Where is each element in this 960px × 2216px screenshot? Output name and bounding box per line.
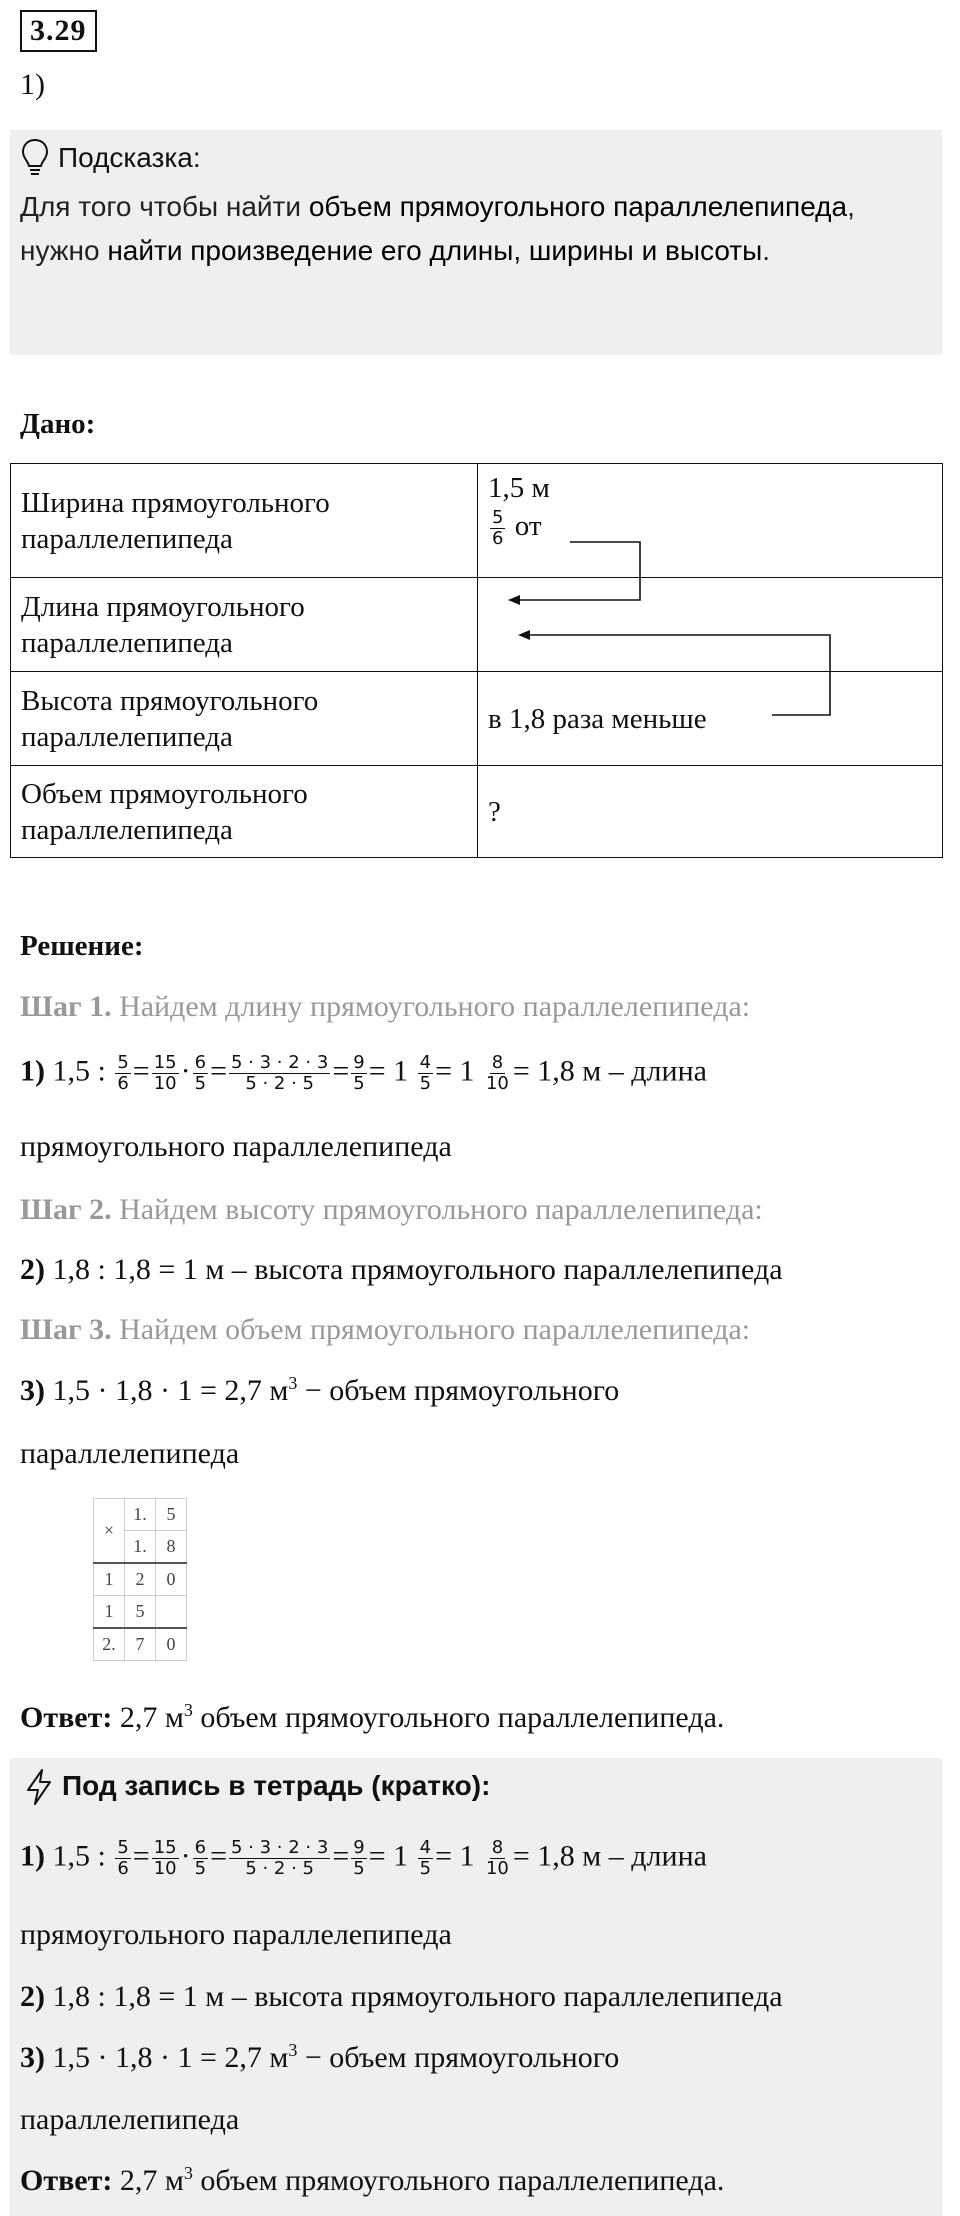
- equation-3-cont: параллелепипеда: [20, 2103, 240, 2136]
- from-word: от: [514, 510, 542, 543]
- answer-label: Ответ:: [20, 2164, 113, 2197]
- step-2: [20, 1193, 763, 1227]
- eq-text: = 1,8 м – длина: [512, 1054, 707, 1088]
- answer-text: объем прямоугольного параллелепипеда.: [192, 2164, 725, 2197]
- equation-1: 1) 1,5 : $\frac{5}{6}$ = $\frac{15}{10}$ · $\frac{6}{5}$ = $\frac{5 \cdot 3 \cdot 2 \cdot 3}{5 \cdot 2 \cdot 5}$ = $\frac{9}{5}$ = 1 $\frac{4}{5}$ = 1 $\frac{8}{10}$ = 1,8 м – длина: [20, 1052, 707, 1094]
- given-row-value: в 1,8 раза меньше: [478, 672, 943, 766]
- frac-denominator: 5: [353, 1073, 365, 1094]
- frac-numerator: 5: [117, 1837, 129, 1858]
- eq-text: = 1,8 м – длина: [512, 1839, 707, 1873]
- fraction: [418, 1838, 433, 1879]
- digit-cell: 1.: [125, 1531, 156, 1564]
- frac-numerator: 5: [492, 507, 504, 528]
- equation-3-cont: параллелепипеда: [20, 1437, 240, 1470]
- part-label: 1): [20, 68, 45, 101]
- frac-denominator: 6: [492, 528, 504, 549]
- answer: [20, 2163, 724, 2198]
- answer-label: Ответ:: [20, 1701, 113, 1734]
- fraction: [193, 1838, 208, 1879]
- equation-number: 2): [20, 1980, 45, 2013]
- fraction: [152, 1838, 179, 1879]
- given-row-label: Длина прямоугольного параллелепипеда: [11, 578, 478, 672]
- superscript: 3: [183, 1700, 193, 1720]
- frac-numerator: 4: [419, 1837, 432, 1858]
- eq-text: 1,5 :: [52, 1054, 106, 1088]
- frac-numerator: 5: [117, 1052, 129, 1073]
- equation-number: 1): [20, 1054, 45, 1088]
- arrow-head: [508, 595, 520, 605]
- equation-number: 1): [20, 1839, 45, 1873]
- equation-number: 3): [20, 2041, 45, 2074]
- equation-3: [20, 1373, 619, 1408]
- frac-denominator: 5: [194, 1858, 207, 1879]
- frac-numerator: 5 · 3 · 2 · 3: [231, 1837, 329, 1858]
- solution-title: Решение:: [20, 930, 144, 962]
- digit-cell: 5: [125, 1596, 156, 1629]
- digit-cell: 5: [156, 1499, 187, 1531]
- given-row-label: Объем прямоугольного параллелепипеда: [11, 766, 478, 858]
- digit-cell: 8: [156, 1531, 187, 1564]
- eq-text: 1,5 :: [52, 1839, 106, 1873]
- lightning-icon: [24, 1768, 54, 1806]
- notes-box: [10, 1758, 942, 2216]
- equation-number: 3): [20, 1374, 45, 1407]
- eq-text: − объем прямоугольного: [297, 2041, 620, 2074]
- digit-cell: [156, 1596, 187, 1629]
- column-multiplication: [93, 1498, 187, 1661]
- step-3: [20, 1313, 750, 1347]
- answer-text: объем прямоугольного параллелепипеда.: [192, 1701, 725, 1734]
- digit-cell: 1.: [125, 1499, 156, 1531]
- fraction: [418, 1053, 433, 1094]
- frac-numerator: 8: [491, 1052, 504, 1073]
- equation-3: [20, 2040, 619, 2075]
- superscript: 3: [288, 1373, 298, 1393]
- fraction: [193, 1053, 208, 1094]
- frac-numerator: 15: [153, 1837, 177, 1858]
- frac-denominator: 10: [153, 1073, 177, 1094]
- width-value: 1,5 м: [488, 472, 550, 504]
- frac-numerator: 6: [194, 1837, 207, 1858]
- frac-numerator: 9: [353, 1052, 365, 1073]
- frac-denominator: 10: [485, 1858, 509, 1879]
- arrow-head: [518, 630, 530, 640]
- equation-number: 2): [20, 1253, 45, 1286]
- answer-text: 2,7 м: [112, 2164, 184, 2197]
- frac-numerator: 5 · 3 · 2 · 3: [231, 1052, 329, 1073]
- eq-text: 1,8 : 1,8 = 1 м – высота прямоугольного параллелепипеда: [45, 1980, 783, 2013]
- step-label: Шаг 1.: [20, 990, 112, 1023]
- frac-denominator: 5 · 2 · 5: [245, 1858, 314, 1879]
- step-1: [20, 990, 750, 1024]
- equation-1-cont: прямоугольного параллелепипеда: [20, 1130, 452, 1163]
- digit-cell: 0: [156, 1563, 187, 1596]
- frac-numerator: 9: [353, 1837, 365, 1858]
- eq-text: 1,8 : 1,8 = 1 м – высота прямоугольного параллелепипеда: [45, 1253, 783, 1286]
- frac-denominator: 5: [194, 1073, 207, 1094]
- eq-text: 1,5 · 1,8 · 1 = 2,7 м: [45, 1374, 289, 1407]
- fraction: [152, 1053, 179, 1094]
- frac-denominator: 5 · 2 · 5: [245, 1073, 314, 1094]
- frac-denominator: 5: [353, 1858, 365, 1879]
- equation-2: [20, 1253, 783, 1287]
- frac-numerator: 8: [491, 1837, 504, 1858]
- answer-text: 2,7 м: [112, 1701, 184, 1734]
- notes-title: Под запись в тетрадь (кратко):: [62, 1770, 491, 1801]
- hint-title: Подсказка:: [58, 142, 201, 173]
- mixed-whole: 1: [459, 1054, 475, 1088]
- given-row-label: Ширина прямоугольного параллелепипеда: [11, 464, 478, 578]
- eq-text: 1,5 · 1,8 · 1 = 2,7 м: [45, 2041, 289, 2074]
- frac-denominator: 5: [419, 1073, 432, 1094]
- problem-number: 3.29: [20, 10, 97, 52]
- digit-cell: 2.: [94, 1628, 125, 1661]
- eq-text: − объем прямоугольного: [297, 1374, 620, 1407]
- answer: [20, 1700, 724, 1735]
- frac-numerator: 4: [419, 1052, 432, 1073]
- frac-denominator: 10: [485, 1073, 509, 1094]
- digit-cell: 2: [125, 1563, 156, 1596]
- frac-denominator: 6: [117, 1858, 129, 1879]
- digit-cell: 1: [94, 1596, 125, 1629]
- mixed-whole: 1: [393, 1054, 409, 1088]
- hint-text-bold: найти произведение его длины, ширины и высоты: [107, 235, 763, 266]
- hint-text-part: Для того чтобы найти: [20, 191, 309, 222]
- fraction: [229, 1053, 330, 1094]
- given-row-value: ?: [478, 766, 943, 858]
- hint-text-part: .: [762, 235, 771, 266]
- step-label: Шаг 2.: [20, 1193, 112, 1226]
- given-row-label: Высота прямоугольного параллелепипеда: [11, 672, 478, 766]
- fraction: [229, 1838, 330, 1879]
- equation-1: 1) 1,5 : $\frac{5}{6}$ = $\frac{15}{10}$ · $\frac{6}{5}$ = $\frac{5 \cdot 3 \cdot 2 \cdot 3}{5 \cdot 2 \cdot 5}$ = $\frac{9}{5}$ = 1 $\frac{4}{5}$ = 1 $\frac{8}{10}$ = 1,8 м – длина: [20, 1837, 707, 1879]
- step-text: Найдем высоту прямоугольного параллелепипеда:: [111, 1193, 763, 1226]
- frac-denominator: 6: [117, 1073, 129, 1094]
- fraction: [115, 1053, 130, 1094]
- frac-numerator: 15: [153, 1052, 177, 1073]
- mixed-whole: 1: [393, 1839, 409, 1873]
- hint-text-bold: объем прямоугольного параллелепипеда: [308, 191, 848, 222]
- frac-denominator: 5: [419, 1858, 432, 1879]
- digit-cell: 0: [156, 1628, 187, 1661]
- hint-text-part: , нужно: [20, 191, 855, 266]
- step-text: Найдем объем прямоугольного параллелепипеда:: [111, 1313, 751, 1346]
- fraction: [484, 1838, 511, 1879]
- superscript: 3: [183, 2163, 193, 2183]
- equation-1-cont: прямоугольного параллелепипеда: [20, 1918, 452, 1951]
- superscript: 3: [288, 2040, 298, 2060]
- step-label: Шаг 3.: [20, 1313, 112, 1346]
- relation-arrows: [0, 0, 960, 760]
- step-text: Найдем длину прямоугольного параллелепипеда:: [111, 990, 751, 1023]
- fraction: [115, 1838, 130, 1879]
- given-title: Дано:: [20, 408, 96, 440]
- mixed-whole: 1: [459, 1839, 475, 1873]
- digit-cell: 7: [125, 1628, 156, 1661]
- digit-cell: 1: [94, 1563, 125, 1596]
- equation-2: [20, 1980, 783, 2014]
- fraction: [351, 1053, 366, 1094]
- fraction: [484, 1053, 511, 1094]
- frac-numerator: 6: [194, 1052, 207, 1073]
- fraction: [351, 1838, 366, 1879]
- multiply-sign: ×: [94, 1499, 125, 1564]
- frac-denominator: 10: [153, 1858, 177, 1879]
